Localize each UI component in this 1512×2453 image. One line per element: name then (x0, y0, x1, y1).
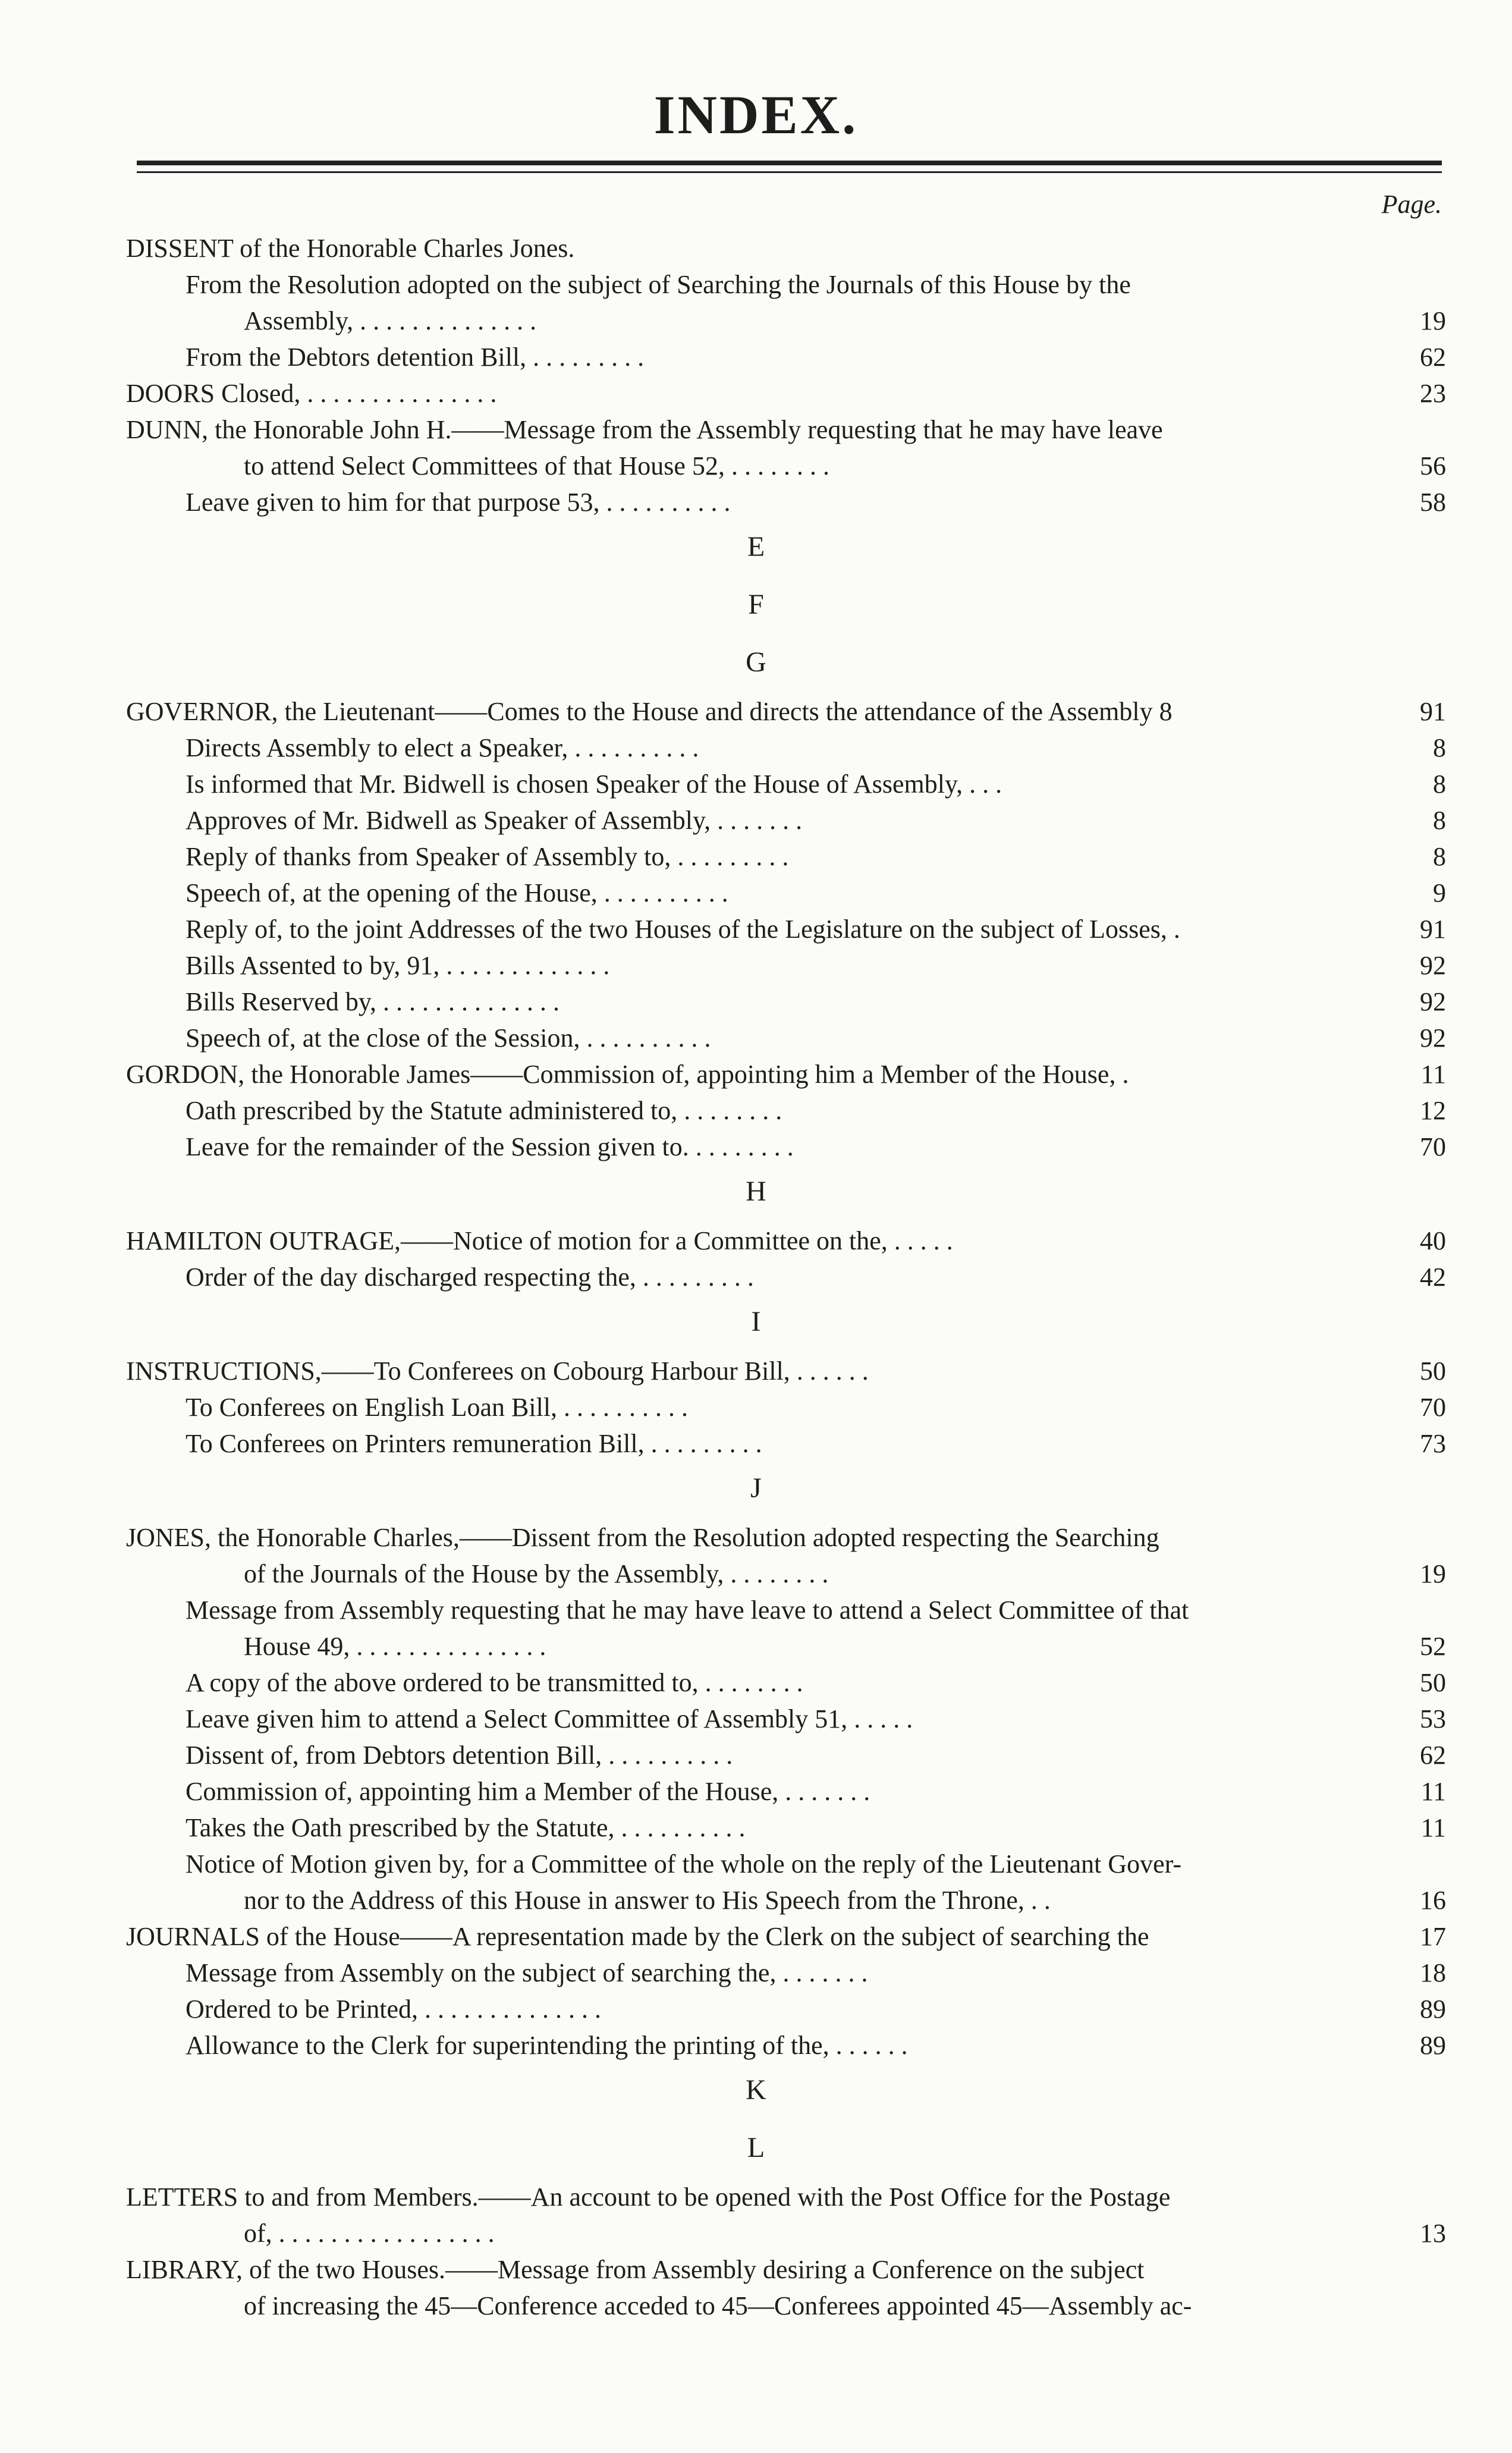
entry-text: of, . . . . . . . . . . . . . . . . . (244, 2219, 495, 2248)
entry-text: Leave given him to attend a Select Committee of Assembly 51, . . . . . (186, 1704, 913, 1733)
entry-text: DISSENT of the Honorable Charles Jones. (126, 234, 575, 263)
entry-text: Allowance to the Clerk for superintending the printing of the, . . . . . . (186, 2031, 908, 2060)
page-number: 13 (1420, 2219, 1446, 2248)
index-entry (126, 1519, 1446, 1557)
entry-text: LIBRARY, of the two Houses.——Message from Assembly desiring a Conference on the subject (126, 2255, 1145, 2284)
section-letter: E (747, 531, 765, 563)
index-subentry (186, 1128, 1446, 1166)
page-number: 11 (1420, 1777, 1446, 1806)
index-continuation (244, 1628, 1446, 1666)
entry-text: A copy of the above ordered to be transmitted to, . . . . . . . . (186, 1668, 803, 1697)
page-number: 91 (1420, 697, 1446, 726)
entry-text: House 49, . . . . . . . . . . . . . . . (244, 1632, 546, 1661)
section-letter: J (750, 1472, 762, 1504)
entry-text: INSTRUCTIONS,——To Conferees on Cobourg Harbour Bill, . . . . . . (126, 1356, 869, 1386)
index-subentry (186, 947, 1446, 985)
page-number: 19 (1420, 1559, 1446, 1588)
page-number: 19 (1420, 306, 1446, 335)
page-number: 16 (1420, 1886, 1446, 1915)
section-letter: K (746, 2074, 766, 2106)
page-number: 8 (1433, 769, 1446, 799)
entry-text: Takes the Oath prescribed by the Statute, . . . . . . . . . . (186, 1813, 746, 1842)
page-number: 17 (1420, 1922, 1446, 1951)
entry-text: Leave for the remainder of the Session given to. . . . . . . . . (186, 1132, 794, 1161)
page-number: 73 (1420, 1429, 1446, 1458)
entry-text: Directs Assembly to elect a Speaker, . . . . . . . . . . (186, 733, 699, 762)
section-letter: H (746, 1176, 766, 1207)
index-entry (126, 2178, 1446, 2216)
index-subentry (186, 874, 1446, 912)
index-continuation (244, 1882, 1446, 1920)
page-number: 8 (1433, 733, 1446, 762)
index-continuation (244, 447, 1446, 485)
entry-text: of the Journals of the House by the Assembly, . . . . . . . . (244, 1559, 829, 1588)
index-entry (126, 1056, 1446, 1094)
page-number: 91 (1420, 915, 1446, 944)
index-entry (126, 230, 1446, 268)
entry-text: GORDON, the Honorable James——Commission of, appointing him a Member of the House, . (126, 1060, 1129, 1089)
entry-text: JONES, the Honorable Charles,——Dissent from the Resolution adopted respecting the Searching (126, 1523, 1159, 1552)
index-entry (126, 411, 1446, 449)
entry-text: Is informed that Mr. Bidwell is chosen Speaker of the House of Assembly, . . . (186, 769, 1002, 799)
index-subentry (186, 1954, 1446, 1992)
entry-text: To Conferees on English Loan Bill, . . . . . . . . . . (186, 1393, 689, 1422)
page-number: 52 (1420, 1632, 1446, 1661)
page-number: 56 (1420, 451, 1446, 480)
entry-text: Reply of, to the joint Addresses of the two Houses of the Legislature on the subject of Losses, . (186, 915, 1180, 944)
page-number: 42 (1420, 1262, 1446, 1292)
page-number: 58 (1420, 488, 1446, 517)
entry-text: Ordered to be Printed, . . . . . . . . . . . . . . (186, 1995, 601, 2024)
heavy-rule (137, 161, 1442, 165)
entry-text: DOORS Closed, . . . . . . . . . . . . . . . (126, 379, 497, 408)
entry-text: Notice of Motion given by, for a Committee of the whole on the reply of the Lieutenant Gover- (186, 1849, 1182, 1879)
index-subentry (186, 729, 1446, 767)
page-number: 11 (1420, 1060, 1446, 1089)
index-subentry (186, 1425, 1446, 1463)
index-entry (126, 1918, 1446, 1956)
index-subentry (186, 838, 1446, 876)
page-number: 11 (1420, 1813, 1446, 1842)
entry-text: Leave given to him for that purpose 53, . . . . . . . . . . (186, 488, 731, 517)
index-subentry (186, 1990, 1446, 2028)
page-number: 50 (1420, 1356, 1446, 1386)
section-letter: I (751, 1306, 761, 1337)
index-continuation (244, 1555, 1446, 1593)
section-letter: G (746, 646, 766, 678)
index-subentry (186, 1591, 1446, 1629)
page-number: 50 (1420, 1668, 1446, 1697)
index-subentry (186, 1700, 1446, 1738)
page-number: 89 (1420, 2031, 1446, 2060)
index-subentry (186, 1664, 1446, 1702)
section-letter: F (748, 589, 764, 620)
page-number: 18 (1420, 1958, 1446, 1987)
page-number: 12 (1420, 1096, 1446, 1125)
index-continuation (244, 302, 1446, 340)
entry-text: Speech of, at the opening of the House, . . . . . . . . . . (186, 878, 728, 907)
entry-text: Message from Assembly requesting that he may have leave to attend a Select Committee of that (186, 1595, 1189, 1625)
index-subentry (186, 2027, 1446, 2065)
entry-text: Message from Assembly on the subject of searching the, . . . . . . . (186, 1958, 868, 1987)
index-subentry (186, 983, 1446, 1021)
entry-text: Bills Reserved by, . . . . . . . . . . . . . . (186, 987, 559, 1016)
index-subentry (186, 1845, 1446, 1883)
entry-text: From the Resolution adopted on the subject of Searching the Journals of this House by the (186, 270, 1131, 299)
index-subentry (186, 483, 1446, 522)
entry-text: Assembly, . . . . . . . . . . . . . . (244, 306, 537, 335)
page-number: 92 (1420, 1023, 1446, 1053)
entry-text: Approves of Mr. Bidwell as Speaker of Assembly, . . . . . . . (186, 806, 803, 835)
entry-text: DUNN, the Honorable John H.——Message from the Assembly requesting that he may have leave (126, 415, 1163, 444)
index-entry (126, 1222, 1446, 1260)
entry-text: To Conferees on Printers remuneration Bill, . . . . . . . . . (186, 1429, 762, 1458)
index-subentry (186, 1736, 1446, 1774)
entry-text: Speech of, at the close of the Session, . . . . . . . . . . (186, 1023, 711, 1053)
entry-text: From the Debtors detention Bill, . . . . . . . . . (186, 343, 645, 372)
page-number: 62 (1420, 1741, 1446, 1770)
page-title: INDEX. (653, 84, 859, 145)
page-column-header: Page. (1381, 190, 1442, 219)
thin-rule (137, 171, 1442, 173)
index-subentry (186, 1773, 1446, 1811)
entry-text: GOVERNOR, the Lieutenant——Comes to the House and directs the attendance of the Assembly 8 (126, 697, 1172, 726)
entry-text: Reply of thanks from Speaker of Assembly to, . . . . . . . . . (186, 842, 789, 871)
page-number: 62 (1420, 343, 1446, 372)
page-number: 23 (1420, 379, 1446, 408)
entry-text: Oath prescribed by the Statute administered to, . . . . . . . . (186, 1096, 782, 1125)
entry-text: Commission of, appointing him a Member of the House, . . . . . . . (186, 1777, 870, 1806)
entry-text: to attend Select Committees of that House 52, . . . . . . . . (244, 451, 829, 480)
entry-text: Dissent of, from Debtors detention Bill, . . . . . . . . . . (186, 1741, 733, 1770)
page-number: 89 (1420, 1995, 1446, 2024)
page-number: 8 (1433, 806, 1446, 835)
index-subentry (186, 765, 1446, 803)
section-letter: L (747, 2132, 765, 2163)
index-entry (126, 375, 1446, 413)
entry-text: LETTERS to and from Members.——An account to be opened with the Post Office for the Postage (126, 2182, 1171, 2212)
page-number: 92 (1420, 951, 1446, 980)
entry-text: JOURNALS of the House——A representation made by the Clerk on the subject of searching the (126, 1922, 1149, 1951)
entry-text: of increasing the 45—Conference acceded to 45—Conferees appointed 45—Assembly ac- (244, 2291, 1192, 2320)
index-subentry (186, 910, 1446, 948)
index-continuation (244, 2287, 1446, 2325)
index-entry (126, 693, 1446, 731)
index-subentry (186, 338, 1446, 376)
index-subentry (186, 1389, 1446, 1427)
page-number: 70 (1420, 1393, 1446, 1422)
page-number: 8 (1433, 842, 1446, 871)
index-subentry (186, 1809, 1446, 1847)
index-subentry (186, 1258, 1446, 1296)
index-subentry (186, 1092, 1446, 1130)
page-number: 9 (1433, 878, 1446, 907)
entry-text: Order of the day discharged respecting the, . . . . . . . . . (186, 1262, 754, 1292)
index-entry (126, 1352, 1446, 1390)
index-subentry (186, 266, 1446, 304)
index-entry (126, 2251, 1446, 2289)
entry-text: Bills Assented to by, 91, . . . . . . . . . . . . . (186, 951, 610, 980)
entry-text: HAMILTON OUTRAGE,——Notice of motion for a Committee on the, . . . . . (126, 1226, 953, 1255)
index-subentry (186, 802, 1446, 840)
index-subentry (186, 1019, 1446, 1057)
entry-text: nor to the Address of this House in answer to His Speech from the Throne, . . (244, 1886, 1051, 1915)
page-number: 40 (1420, 1226, 1446, 1255)
page-number: 92 (1420, 987, 1446, 1016)
page-number: 70 (1420, 1132, 1446, 1161)
index-continuation (244, 2215, 1446, 2253)
page-number: 53 (1420, 1704, 1446, 1733)
